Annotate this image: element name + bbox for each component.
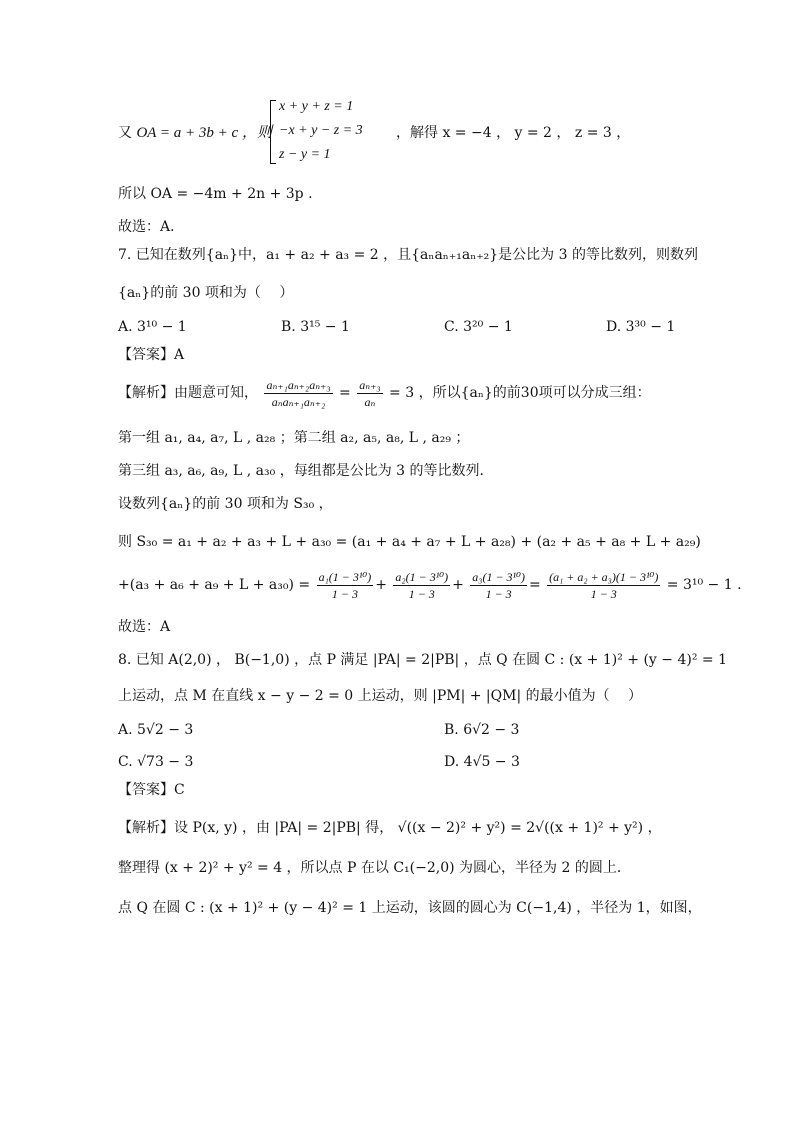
q8-analysis-3: 点 Q 在圆 C : (x + 1)² + (y − 4)² = 1 上运动，该圆的圆心为 C(−1,4) ，半径为 1，如图，	[118, 900, 702, 916]
q7-answer: 【答案】A	[118, 347, 185, 363]
q8-option-c: C. √73 − 3	[118, 754, 194, 770]
fraction-denominator: aₙaₙ₊₁aₙ₊₂	[271, 394, 326, 409]
analysis-conclusion: = 3 ，所以{aₙ}的前30项可以分成三组：	[389, 385, 651, 401]
fraction-denominator: 1 − 3	[408, 586, 435, 601]
question-7-stem-cont: {aₙ}的前 30 项和为（ ）	[118, 285, 294, 301]
sum-expansion: 则 S₃₀ = a₁ + a₂ + a₃ + L + a₃₀ = (a₁ + a₄ + a₇ + L + a₂₈) + (a₂ + a₅ + a₈ + L + a₂₉)	[118, 534, 701, 550]
question-8-stem: 8. 已知 A(2,0) ， B(−1,0) ，点 P 满足 |PA| = 2|PB| ，点 Q 在圆 C : (x + 1)² + (y − 4)² = 1	[118, 652, 727, 668]
fraction-numerator: a₃(1 − 3¹⁰)	[472, 569, 525, 584]
sum-result: = 3¹⁰ − 1 .	[666, 577, 742, 593]
fraction-numerator: aₙ₊₁aₙ₊₂aₙ₊₃	[266, 377, 331, 392]
question-7-stem: 7. 已知在数列{aₙ}中，a₁ + a₂ + a₃ = 2 ，且{aₙaₙ₊₁aₙ₊₂}是公比为 3 的等比数列，则数列	[118, 247, 698, 263]
q8-option-b: B. 6√2 − 3	[444, 722, 520, 738]
system-row-2: −x + y − z = 3	[279, 123, 363, 138]
sum-fraction-2	[393, 569, 450, 602]
fraction-numerator: a₁(1 − 3¹⁰)	[318, 569, 372, 584]
equals-sign: =	[339, 385, 351, 401]
answer-choice-7: 故选：A	[118, 619, 171, 635]
system-row-1: x + y + z = 1	[279, 99, 354, 114]
question-8-stem-cont: 上运动，点 M 在直线 x − y − 2 = 0 上运动，则 |PM| + |QM| 的最小值为（ ）	[118, 688, 643, 704]
q7-analysis-line	[118, 376, 676, 410]
fraction-denominator: aₙ	[364, 394, 376, 409]
fraction-denominator: 1 − 3	[590, 586, 617, 601]
ratio-fraction-2	[357, 377, 382, 410]
q8-option-a: A. 5√2 − 3	[118, 722, 194, 738]
q7-option-b: B. 3¹⁵ − 1	[281, 319, 350, 335]
sum-fraction-1	[317, 569, 374, 602]
sum-definition: 设数列{aₙ}的前 30 项和为 S₃₀ ，	[118, 496, 333, 512]
sum-fraction-4	[547, 569, 660, 602]
group-1-2: 第一组 a₁, a₄, a₇, L , a₂₈ ；第二组 a₂, a₅, a₈, L , a₂₉ ；	[118, 430, 470, 446]
ratio-fraction-1	[264, 377, 332, 410]
group-3: 第三组 a₃, a₆, a₉, L , a₃₀ ，每组都是公比为 3 的等比数列．	[118, 463, 494, 479]
q8-option-d: D. 4√5 − 3	[444, 754, 520, 770]
sum-group-3: +(a₃ + a₆ + a₉ + L + a₃₀) =	[118, 577, 311, 593]
equation-system	[270, 98, 390, 166]
q7-option-a: A. 3¹⁰ − 1	[118, 319, 187, 335]
fraction-numerator: a₂(1 − 3¹⁰)	[395, 569, 449, 584]
vector-conclusion: 所以 OA = −4m + 2n + 3p .	[118, 186, 313, 202]
q7-option-d: D. 3³⁰ − 1	[606, 319, 676, 335]
brace-icon	[270, 100, 278, 164]
sum-computation: +(a₃ + a₆ + a₉ + L + a₃₀) = $\frac{\text{a₁(1 − 3¹⁰)}}{1 - 3}$ + $\frac{\text{a₂(1 − 3¹⁰)}}{1 - 3}$ + $\frac{\text{a₃(1 − 3¹⁰)}}{1 - 3}$ = $\frac{\text{(a₁ + a₂ + a₃)(1 − 3¹⁰)}}{1 - 3}$ = 3¹⁰ − 1 .	[118, 569, 742, 601]
q7-option-c: C. 3²⁰ − 1	[444, 319, 513, 335]
fraction-numerator: (a₁ + a₂ + a₃)(1 − 3¹⁰)	[549, 569, 659, 584]
sum-fraction-3	[470, 569, 527, 602]
fraction-denominator: 1 − 3	[485, 586, 512, 601]
system-row-3: z − y = 1	[279, 147, 331, 162]
answer-choice-6: 故选：A．	[118, 219, 185, 235]
q8-analysis-1: 【解析】设 P(x, y) ，由 |PA| = 2|PB| 得， √((x − 2)² + y²) = 2√((x + 1)² + y²) ，	[118, 820, 662, 836]
vector-equation: OA = a + 3b + c ，则	[136, 125, 272, 141]
q8-analysis-2: 整理得 (x + 2)² + y² = 4 ，所以点 P 在以 C₁(−2,0) 为圆心，半径为 2 的圆上．	[118, 860, 631, 876]
analysis-label: 【解析】由题意可知，	[118, 385, 258, 401]
q8-answer: 【答案】C	[118, 782, 185, 798]
text-you: 又	[118, 125, 132, 141]
fraction-numerator: aₙ₊₃	[359, 377, 381, 392]
solution-result: ，解得 x = −4 ， y = 2 ， z = 3 ，	[396, 125, 631, 141]
fraction-denominator: 1 − 3	[331, 586, 358, 601]
